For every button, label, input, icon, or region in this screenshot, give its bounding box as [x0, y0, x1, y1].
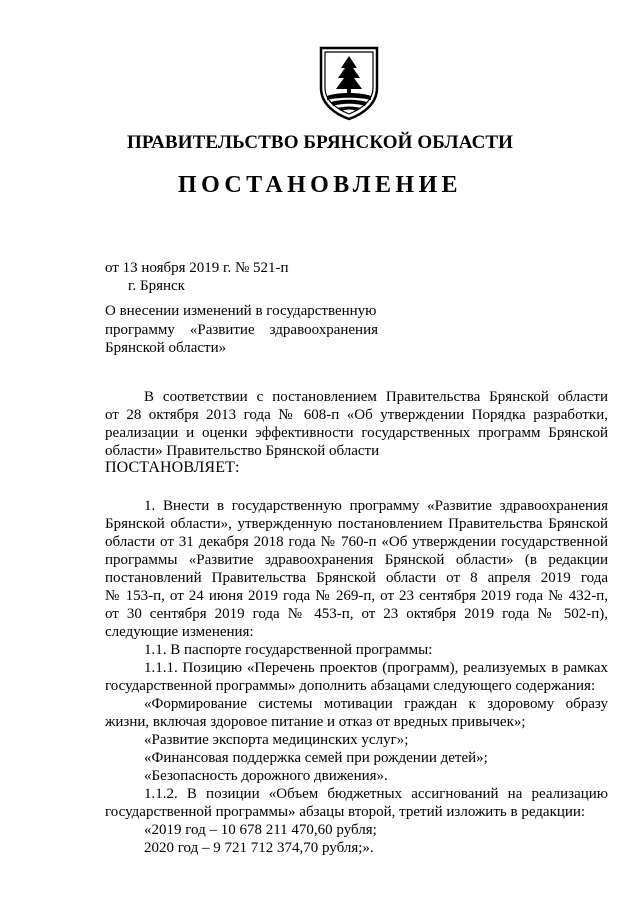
quote-line: «Финансовая поддержка семей при рождении детей»;	[144, 750, 488, 766]
item-1-line: Брянской области», утвержденную постановлением Правительства Брянской	[105, 516, 608, 532]
item-1-line: от 30 сентября 2019 года № 453-п, от 23 октября 2019 года № 502-п),	[105, 606, 608, 622]
item-1-line: постановлений Правительства Брянской области от 8 апреля 2019 года	[105, 570, 608, 586]
item-1-line: № 153-п, от 24 июня 2019 года № 269-п, от 23 сентября 2019 года № 432-п,	[105, 588, 608, 604]
quote-line: «Безопасность дорожного движения».	[144, 768, 388, 784]
quote-line: жизни, включая здоровое питание и отказ от вредных привычек»;	[105, 714, 526, 730]
subject-line: О внесении изменений в государственную	[105, 303, 377, 319]
preamble-line: области» Правительство Брянской области	[105, 443, 380, 459]
amount-line: «2019 год – 10 678 211 470,60 рубля;	[144, 822, 377, 838]
item-1-line: следующие изменения:	[105, 624, 254, 640]
item-1-1-2-line: государственной программы» абзацы второй, третий изложить в редакции:	[105, 804, 586, 820]
preamble-line: В соответствии с постановлением Правительства Брянской области	[144, 389, 608, 405]
document-date-number: от 13 ноября 2019 г. № 521-п	[105, 260, 289, 276]
preamble-line: реализации и оценки эффективности государственных программ Брянской	[105, 425, 608, 441]
coat-of-arms-icon	[317, 44, 381, 122]
subject-line: Брянской области»	[105, 340, 227, 356]
item-1-1-1-line: государственной программы» дополнить абзацами следующего содержания:	[105, 678, 596, 694]
item-1-line: программы «Развитие здравоохранения Брянской области» (в редакции	[105, 552, 608, 568]
amount-line: 2020 год – 9 721 712 374,70 рубля;».	[144, 840, 374, 856]
organization-title: ПРАВИТЕЛЬСТВО БРЯНСКОЙ ОБЛАСТИ	[126, 132, 514, 153]
quote-line: «Развитие экспорта медицинских услуг»;	[144, 732, 409, 748]
quote-line: «Формирование системы мотивации граждан к здоровому образу	[144, 696, 608, 712]
item-1-1: 1.1. В паспорте государственной программы:	[144, 642, 433, 658]
preamble-line: от 28 октября 2013 года № 608-п «Об утверждении Порядка разработки,	[105, 407, 608, 423]
resolves-label: ПОСТАНОВЛЯЕТ:	[105, 459, 240, 476]
subject-line: программу «Развитие здравоохранения	[105, 322, 378, 338]
item-1-line: 1. Внести в государственную программу «Развитие здравоохранения	[144, 498, 608, 514]
document-type-title: ПОСТАНОВЛЕНИЕ	[178, 172, 462, 198]
item-1-1-2-line: 1.1.2. В позиции «Объем бюджетных ассигнований на реализацию	[144, 786, 608, 802]
item-1-line: области от 31 декабря 2018 года № 760-п «Об утверждении государственной	[105, 534, 608, 550]
document-city: г. Брянск	[128, 278, 185, 294]
item-1-1-1-line: 1.1.1. Позицию «Перечень проектов (программ), реализуемых в рамках	[144, 660, 608, 676]
